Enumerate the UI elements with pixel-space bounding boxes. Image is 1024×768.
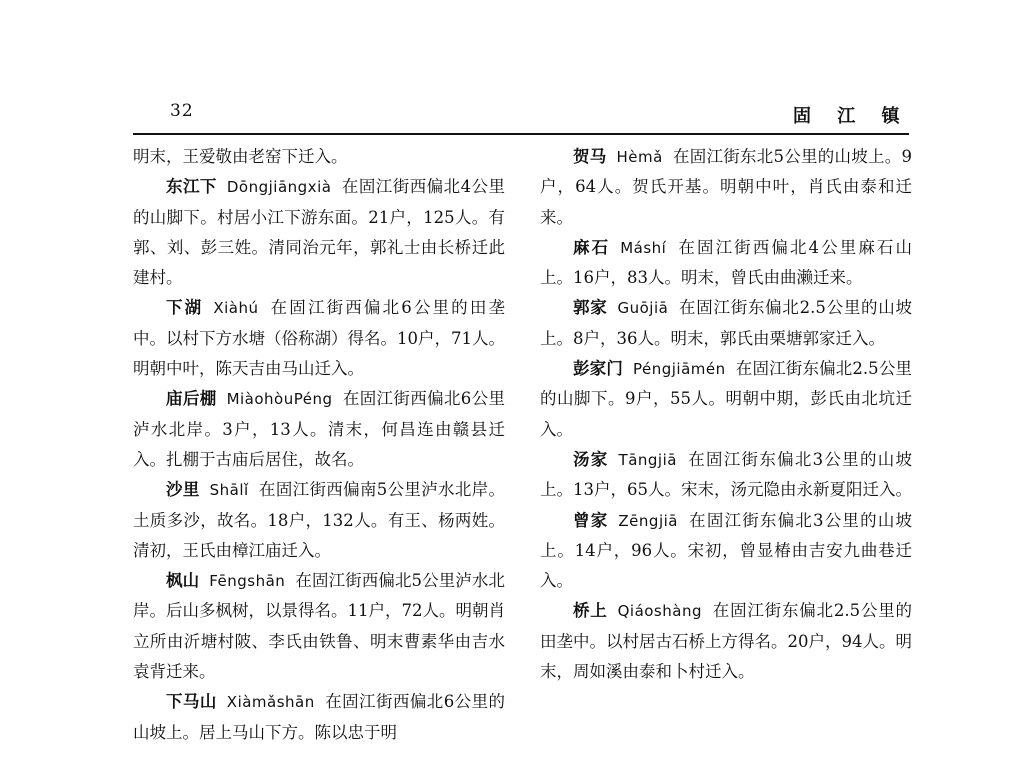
continuation-paragraph: 明末，王爱敬由老窑下迁入。 [133,147,348,166]
place-entry-shali [133,475,505,566]
place-name: 郭家 [573,298,608,318]
page-number: 32 [170,101,194,121]
place-description: 在固江街西偏北4公里的山脚下。村居小江下游东面。21户，125人。有郭、刘、彭三姓。清同治元年，郭礼士由长桥迁此建村。 [133,177,506,288]
place-pinyin: Shālǐ [209,481,249,500]
place-description: 在固江街西偏北6公里的田垄中。以村下方水塘（俗称湖）得名。10户，71人。明朝中叶，陈天吉由马山迁入。 [133,298,505,379]
place-pinyin: Dōngjiāngxià [226,178,332,197]
place-description: 在固江街西偏北6公里泸水北岸。3户，13人。清末，何昌连由赣县迁入。扎棚于古庙后居住，故名。 [133,389,506,469]
place-pinyin: Guōjiā [617,299,669,318]
place-entry-fengshan [133,566,505,687]
place-pinyin: Péngjiāmén [632,360,726,379]
place-name: 贺马 [573,147,607,166]
place-entry-hema [540,142,912,233]
place-name: 沙里 [166,480,200,500]
place-entry-xiahu [133,293,505,384]
place-pinyin: Xiàhú [213,299,259,318]
place-name: 麻石 [573,237,611,257]
place-entry-zengjia [540,506,912,597]
place-entry-dongjiangxia [133,172,505,293]
place-description: 在固江街东北5公里的山坡上。9户，64人。贺氏开基。明朝中叶，肖氏由泰和迁来。 [540,147,913,227]
place-entry-mashi [540,233,912,294]
place-entry-qiaoshang [540,596,912,687]
left-column [133,142,505,748]
place-name: 下马山 [166,692,217,712]
place-pinyin: Hèmǎ [616,148,663,166]
place-description: 在固江街东偏北3公里的山坡上。13户，65人。宋末，汤元隐由永新夏阳迁入。 [540,449,913,500]
place-description: 在固江街西偏北6公里的山坡上。居上马山下方。陈以忠于明 [133,692,506,742]
place-name: 彭家门 [573,359,623,379]
place-pinyin: Qiáoshàng [617,602,702,621]
place-entry-xiamashan [133,687,505,748]
place-name: 曾家 [573,510,609,530]
place-entry-pengjiamen [540,354,912,445]
running-title: 固 江 镇 [793,106,910,127]
place-description: 在固江街东偏北2.5公里的山坡上。8户，36人。明末，郭氏由栗塘郭家迁入。 [540,298,913,348]
place-description: 在固江街东偏北2.5公里的山脚下。9户，55人。明朝中期，彭氏由北坑迁入。 [540,359,912,439]
place-entry-tangjia [540,445,912,506]
place-pinyin: Fēngshān [209,572,286,591]
place-pinyin: Xiàmǎshān [226,693,315,712]
place-pinyin: MiàohòuPéng [226,390,333,409]
place-name: 东江下 [166,177,217,197]
place-description: 在固江街东偏北2.5公里的田垄中。以村居古石桥上方得名。20户，94人。明末，周如溪由泰和卜村迁入。 [540,601,912,682]
place-name: 下湖 [166,298,204,318]
place-name: 汤家 [573,449,609,469]
place-entry-guojia [540,293,912,354]
place-entry-miaohoupeng [133,384,505,475]
right-column [540,142,912,687]
place-pinyin: Máshí [620,238,667,257]
place-description: 在固江街西偏北4公里麻石山上。16户，83人。明末，曾氏由曲濑迁来。 [540,237,913,288]
place-name: 枫山 [166,571,200,591]
place-pinyin: Zēngjiā [618,511,678,530]
place-name: 桥上 [573,601,608,621]
place-pinyin: Tāngjiā [618,450,677,469]
header-rule [133,133,909,135]
place-description: 在固江街西偏北5公里泸水北岸。后山多枫树，以景得名。11户，72人。明朝肖立所由沂塘村陂、李氏由铁鲁、明末曹素华由吉水袁背迁来。 [133,571,505,682]
place-name: 庙后棚 [166,389,217,409]
place-description: 在固江街西偏南5公里泸水北岸。土质多沙，故名。18户，132人。有王、杨两姓。清初，王氏由樟江庙迁入。 [133,480,505,560]
place-description: 在固江街东偏北3公里的山坡上。14户，96人。宋初，曾显椿由吉安九曲巷迁入。 [540,510,913,591]
